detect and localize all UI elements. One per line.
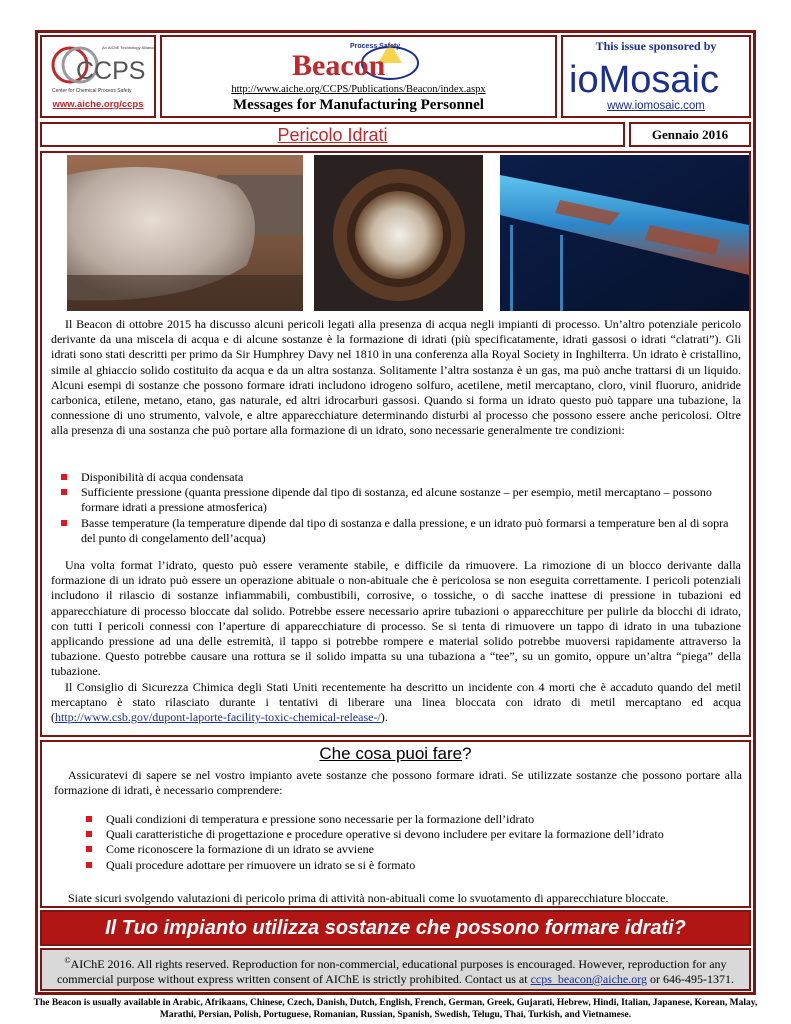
beacon-header-box	[160, 35, 557, 118]
svg-text:Beacon: Beacon	[292, 49, 386, 82]
beacon-url[interactable]: http://www.aiche.org/CCPS/Publications/Beacon/index.aspx	[231, 84, 486, 95]
beacon-subtitle: Messages for Manufacturing Personnel	[233, 97, 484, 113]
removal-paragraph: Una volta format l’idrato, questo può essere veramente stabile, e difficile da rimuovere. La rimozione di un blocco derivante dalla formazione di un idrato può essere un operazione abituale o non-abituale che è pericolosa se non eseguita correttamente. I pericoli potenziali includono il rilascio di sostanze infiammabili, combustibili, corrosive, o tossiche, o di sacche inattese di pressione in tubazioni ed apparecchiature di processo bloccate dal solido. Potrebbe essere necessario aprire tubazioni o apparecchiture per pulirle da blocchi di idrato, con tutti I pericoli connessi con l’aperture di apparecchiature di processo. Se si tenta di rimuovere un tappo di idrato in una tubazione applicando pressione ad una delle estremità, il tappo si potrebbe rompere e material solido potrebbe muoversi rapidamente attraverso la tubazione. Questo potrebbe causare una rottura se il solido impatta su una tubaziona a “tee”, su un gomito, oppure un’altra “piega” della tubazione.	[51, 558, 741, 679]
page-title: Pericolo Idrati	[277, 125, 388, 145]
iced-pipe-photo	[500, 155, 749, 311]
date-box	[629, 122, 751, 147]
csb-paragraph: Il Consiglio di Sicurezza Chimica degli Stati Uniti recentemente ha descritto un incidente con 4 morti che è accaduto quando del metil mercaptano è stato rilasciato durante i tentativi di liberare una linea bloccata con idrato di metil mercaptano ed acqua (http://www.csb.gov/dupont-laporte-facility-toxic-chemical-release-/).	[51, 679, 741, 725]
hydrate-pipe-photo	[67, 155, 303, 311]
question-banner	[40, 910, 751, 946]
issue-date: Gennaio 2016	[651, 127, 729, 142]
list-item: Quali caratteristiche di progettazione e procedure operative si devono includere per evitare la formazione dell’idrato	[86, 827, 736, 842]
conditions-list	[61, 470, 741, 546]
list-item: Disponibilità di acqua condensata	[61, 470, 741, 485]
hazard-section	[51, 558, 741, 725]
title-box	[40, 122, 625, 147]
ccps-header-box	[40, 35, 156, 118]
intro-paragraph: Il Beacon di ottobre 2015 ha discusso alcuni pericoli legati alla presenza di acqua negli impianti di processo. Un’altro potenziale pericolo derivante da una miscela di acqua e di alcune sostanze è la formazione di idrati (più specificatamente, idrati gassosi o idrati “clatrati”). Gli idrati sono stati descritti per primo da Sir Humphrey Davy nel 1810 in una conferenza alla Royal Society in Inghilterra. Un idrato è cristallino, simile al ghiaccio solido costituito da acqua e da un altra sostanza. Solitamente l’altra sostanza è un gas, ma può anche trattarsi di un liquido. Alcuni esempi di sostanze che possono formare idrati includono idrogeno solfuro, acetilene, metil mercaptano, cloro, vinil fluoruro, anidride carbonica, etilene, metano, etano, gas naturale, ed altri idrocarburi gassosi. Quando si forma un idrato questo può tappare una tubazione, la connessione di uno strumento, valvole, e altre apparecchiature determinando disturbi al processo che possono essere anche pericolosi. Oltre alla presenza di una sostanza che può portare alla formazione di un idrato, sono necessarie generalmente tre condizioni:	[51, 317, 741, 438]
ccps-logo	[50, 41, 156, 97]
what-to-do-intro: Assicuratevi di sapere se nel vostro impianto avete sostanze che possono formare idrati. Se utilizzate sostanze che possono portare alla formazione di idrati, è necessario comprendere:	[54, 768, 742, 798]
csb-link[interactable]: http://www.csb.gov/dupont-laporte-facility-toxic-chemical-release-/	[55, 710, 381, 725]
banner-text: Il Tuo impianto utilizza sostanze che possono formare idrati?	[105, 917, 686, 939]
iomosaic-logo	[567, 54, 747, 100]
ccps-link[interactable]: www.aiche.org/ccps	[52, 99, 144, 110]
list-item: Quali procedure adottare per rimuovere un idrato se si è formato	[86, 858, 736, 873]
languages-footer: The Beacon is usually available in Arabic, Afrikaans, Chinese, Czech, Danish, Dutch, English, French, German, Greek, Gujarati, Hebrew, Hindi, Italian, Japanese, Korean, Malay, Marathi, Persian, Polish, Portuguese, Romanian, Russian, Spanish, Swedish, Telugu, Thai, Turkish, and Vietnamese.	[33, 998, 758, 1020]
list-item: Quali condizioni di temperatura e pressione sono necessarie per la formazione dell’idrato	[86, 812, 736, 827]
sponsor-link[interactable]: www.iomosaic.com	[607, 100, 705, 112]
hydrate-plug-photo	[314, 155, 483, 311]
what-to-do-list	[86, 812, 736, 873]
svg-text:CCPS: CCPS	[76, 57, 146, 85]
copyright-box	[40, 948, 751, 991]
what-to-do-heading: Che cosa puoi fare?	[319, 744, 472, 763]
list-item: Basse temperature (la temperature dipende dal tipo di sostanza e dalla pressione, e un idrato può formarsi a temperature ben al di sopra del punto di congelamento dell’acqua)	[61, 516, 741, 546]
contact-email-link[interactable]: ccps_beacon@aiche.org	[530, 972, 648, 986]
svg-text:ioMosaic: ioMosaic	[569, 59, 719, 101]
svg-text:Center for Chemical Process Sa: Center for Chemical Process Safety	[52, 88, 132, 94]
beacon-logo	[290, 39, 438, 83]
sponsor-header-box	[561, 35, 751, 118]
list-item: Sufficiente pressione (quanta pressione dipende dal tipo di sostanza, ed alcune sostanze – per esempio, metil mercaptano – possono formare idrati a pressione atmosferica)	[61, 485, 741, 515]
sponsor-label: This issue sponsored by	[595, 39, 717, 53]
what-to-do-closing: Siate sicuri svolgendo valutazioni di pericolo prima di attività non-abituali come lo svuotamento di apparecchiature bloccate.	[68, 891, 669, 905]
svg-text:An AIChE Technology Alliance: An AIChE Technology Alliance	[102, 45, 156, 50]
svg-text:Process Safety: Process Safety	[350, 43, 401, 50]
copyright-text: ©AIChE 2016. All rights reserved. Reproduction for non-commercial, educational purposes is encouraged. However, reproduction for any commercial purpose without express written consent of AIChE is strictly prohibited. Contact us at ccps_beacon@aiche.org or 646-495-1371.	[56, 956, 735, 986]
list-item: Come riconoscere la formazione di un idrato se avviene	[86, 842, 736, 857]
